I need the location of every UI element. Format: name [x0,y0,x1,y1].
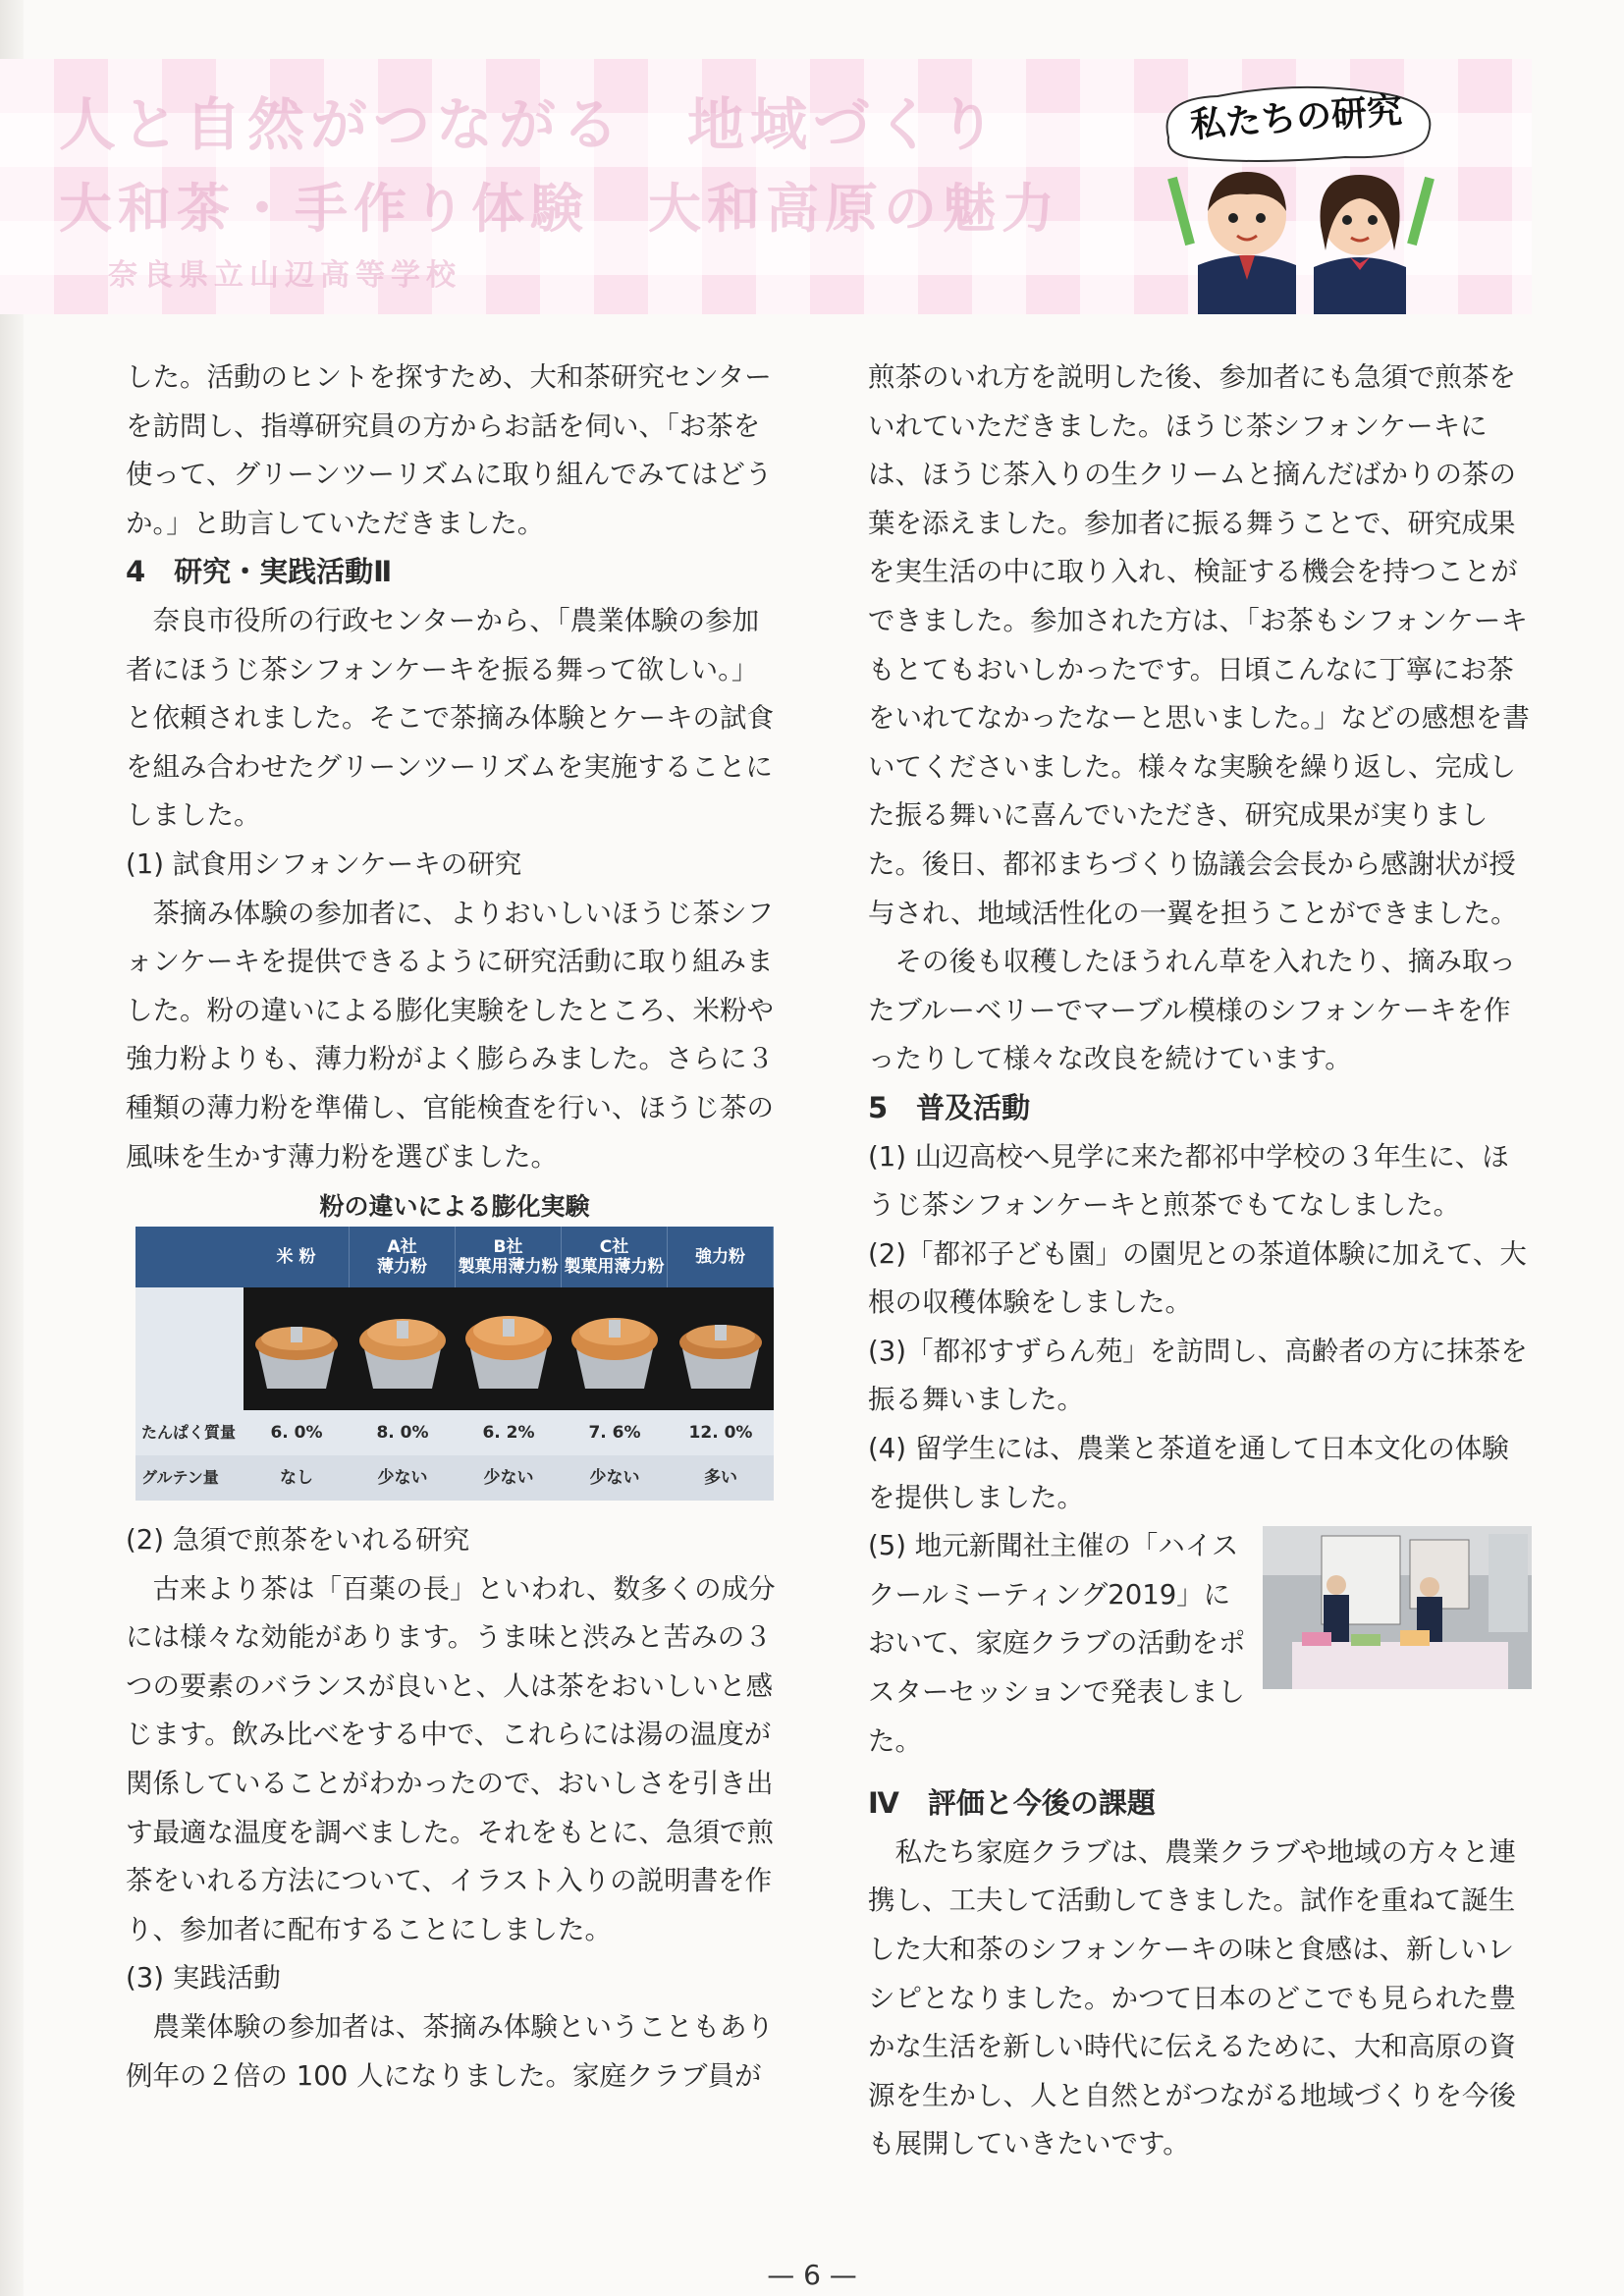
cake-photo [456,1287,562,1410]
protein-value: 7. 6% [588,1423,641,1444]
subheading: (2) 急須で煎茶をいれる研究 [126,1524,470,1557]
figure-title: 粉の違いによる膨化実験 [319,1192,590,1222]
page-number: — 6 — [767,2259,857,2291]
row-label-protein: たんぱく質量 [141,1423,237,1443]
flour-experiment-figure [135,1187,774,1501]
protein-value: 12. 0% [688,1423,753,1444]
cake-photo [562,1287,668,1410]
column-header: B社 製菓用薄力粉 [456,1227,562,1287]
column-header: A社 薄力粉 [350,1227,456,1287]
list-item: (2)「都祁子ども園」の園児との茶道体験に加えて、大根の収穫体験をしました。 [868,1237,1527,1319]
paragraph: その後も収穫したほうれん草を入れたり、摘み取ったブルーベリーでマーブル模様のシフォンケーキを作ったりして様々な改良を続けています。 [868,946,1516,1075]
paragraph: 私たち家庭クラブは、農業クラブや地域の方々と連携し、工夫して活動してきました。試作を重ねて誕生した大和茶のシフォンケーキの味と食感は、新しいレシピとなりました。かつて日本のどこでも見られた豊かな生活を新しい時代に伝えるために、大和高原の資源を生かし、人と自然とがつながる地域づくりを今後も展開していきたいです。 [868,1835,1516,2160]
paragraph: した。活動のヒントを探すため、大和茶研究センターを訪問し、指導研究員の方からお話を伺い、「お茶を使って、グリーンツーリズムに取り組んでみてはどうか。」と助言していただきました。 [126,361,773,539]
list-item: (3)「都祁すずらん苑」を訪問し、高齢者の方に抹茶を振る舞いました。 [868,1335,1528,1416]
list-item: (4) 留学生には、農業と茶道を通して日本文化の体験を提供しました。 [868,1433,1509,1513]
cake-photo [244,1287,350,1410]
left-column [126,354,779,2101]
protein-value: 8. 0% [376,1423,429,1444]
ghost-title-line3: 奈良県立山辺高等学校 [108,258,461,293]
list-item: (1) 山辺高校へ見学に来た都祁中学校の３年生に、ほうじ茶シフォンケーキと煎茶でもてなしました。 [868,1140,1509,1222]
row-label-gluten: グルテン量 [135,1455,244,1501]
ghost-title-line1: 人と自然がつながる 地域づくり [59,91,1002,158]
gluten-value: 少ない [456,1455,562,1501]
paragraph: 古来より茶は「百薬の長」といわれ、数多くの成分には様々な効能があります。うま味と渋みと苦みの３つの要素のバランスが良いと、人は茶をおいしいと感じます。飲み比べをする中で、これらには湯の温度が関係していることがわかったので、おいしさを引き出す最適な温度を調べました。それをもとに、急須で煎茶をいれる方法について、イラスト入りの説明書を作り、参加者に配布することにしました。 [126,1572,776,1945]
column-header: 強力粉 [668,1227,774,1287]
section-heading-4: 4 研究・実践活動Ⅱ [126,555,393,589]
list-item: (5) 地元新聞社主催の「ハイスクールミーティング2019」において、家庭クラブの活動をポスターセッションで発表しました。 [868,1530,1246,1757]
gluten-value: 少ない [350,1455,456,1501]
page-edge [0,0,24,2296]
paragraph: 煎茶のいれ方を説明した後、参加者にも急須で煎茶をいれていただきました。ほうじ茶シフォンケーキには、ほうじ茶入りの生クリームと摘んだばかりの茶の葉を添えました。参加者に振る舞うことで、研究成果を実生活の中に取り入れ、検証する機会を持つことができました。参加された方は、「お茶もシフォンケーキもとてもおいしかったです。日頃こんなに丁寧にお茶をいれてなかったなーと思いました。」などの感想を書いてくださいました。様々な実験を繰り返し、完成した振る舞いに喜んでいただき、研究成果が実りました。後日、都祁まちづくり協議会会長から感謝状が授与され、地域活性化の一翼を担うことができました。 [868,361,1530,929]
column-header: 米 粉 [244,1227,350,1287]
section-heading-5: 5 普及活動 [868,1090,1031,1124]
student-mascots-illustration [1159,157,1443,314]
paragraph: 農業体験の参加者は、茶摘み体験ということもあり例年の２倍の 100 人になりました。家庭クラブ員が [126,2011,774,2092]
header-corner [135,1227,244,1287]
paragraph: 茶摘み体験の参加者に、よりおいしいほうじ茶シフォンケーキを提供できるように研究活動に取り組みました。粉の違いによる膨化実験をしたところ、米粉や強力粉よりも、薄力粉がよく膨らみました。さらに３種類の薄力粉を準備し、官能検査を行い、ほうじ茶の風味を生かす薄力粉を選びました。 [126,897,774,1173]
cake-photo [668,1287,774,1410]
cake-photo [350,1287,456,1410]
right-column [868,354,1532,2169]
subheading: (3) 実践活動 [126,1962,281,1995]
gluten-value: なし [244,1455,350,1501]
badge-title: 私たちの研究 [1189,90,1404,146]
protein-value: 6. 0% [270,1423,323,1444]
ghost-title-line2: 大和茶・手作り体験 大和高原の魅力 [59,178,1060,240]
photo-row-label [135,1287,244,1410]
poster-session-photo [1263,1526,1532,1689]
subheading: (1) 試食用シフォンケーキの研究 [126,847,522,880]
gluten-value: 少ない [562,1455,668,1501]
column-header: C社 製菓用薄力粉 [562,1227,668,1287]
gluten-value: 多い [668,1455,774,1501]
figure-table [135,1227,774,1501]
section-heading-iv: Ⅳ 評価と今後の課題 [868,1786,1156,1821]
paragraph: 奈良市役所の行政センターから、「農業体験の参加者にほうじ茶シフォンケーキを振る舞って欲しい。」と依頼されました。そこで茶摘み体験とケーキの試食を組み合わせたグリーンツーリズムを実施することにしました。 [126,604,774,832]
protein-value: 6. 2% [482,1423,535,1444]
